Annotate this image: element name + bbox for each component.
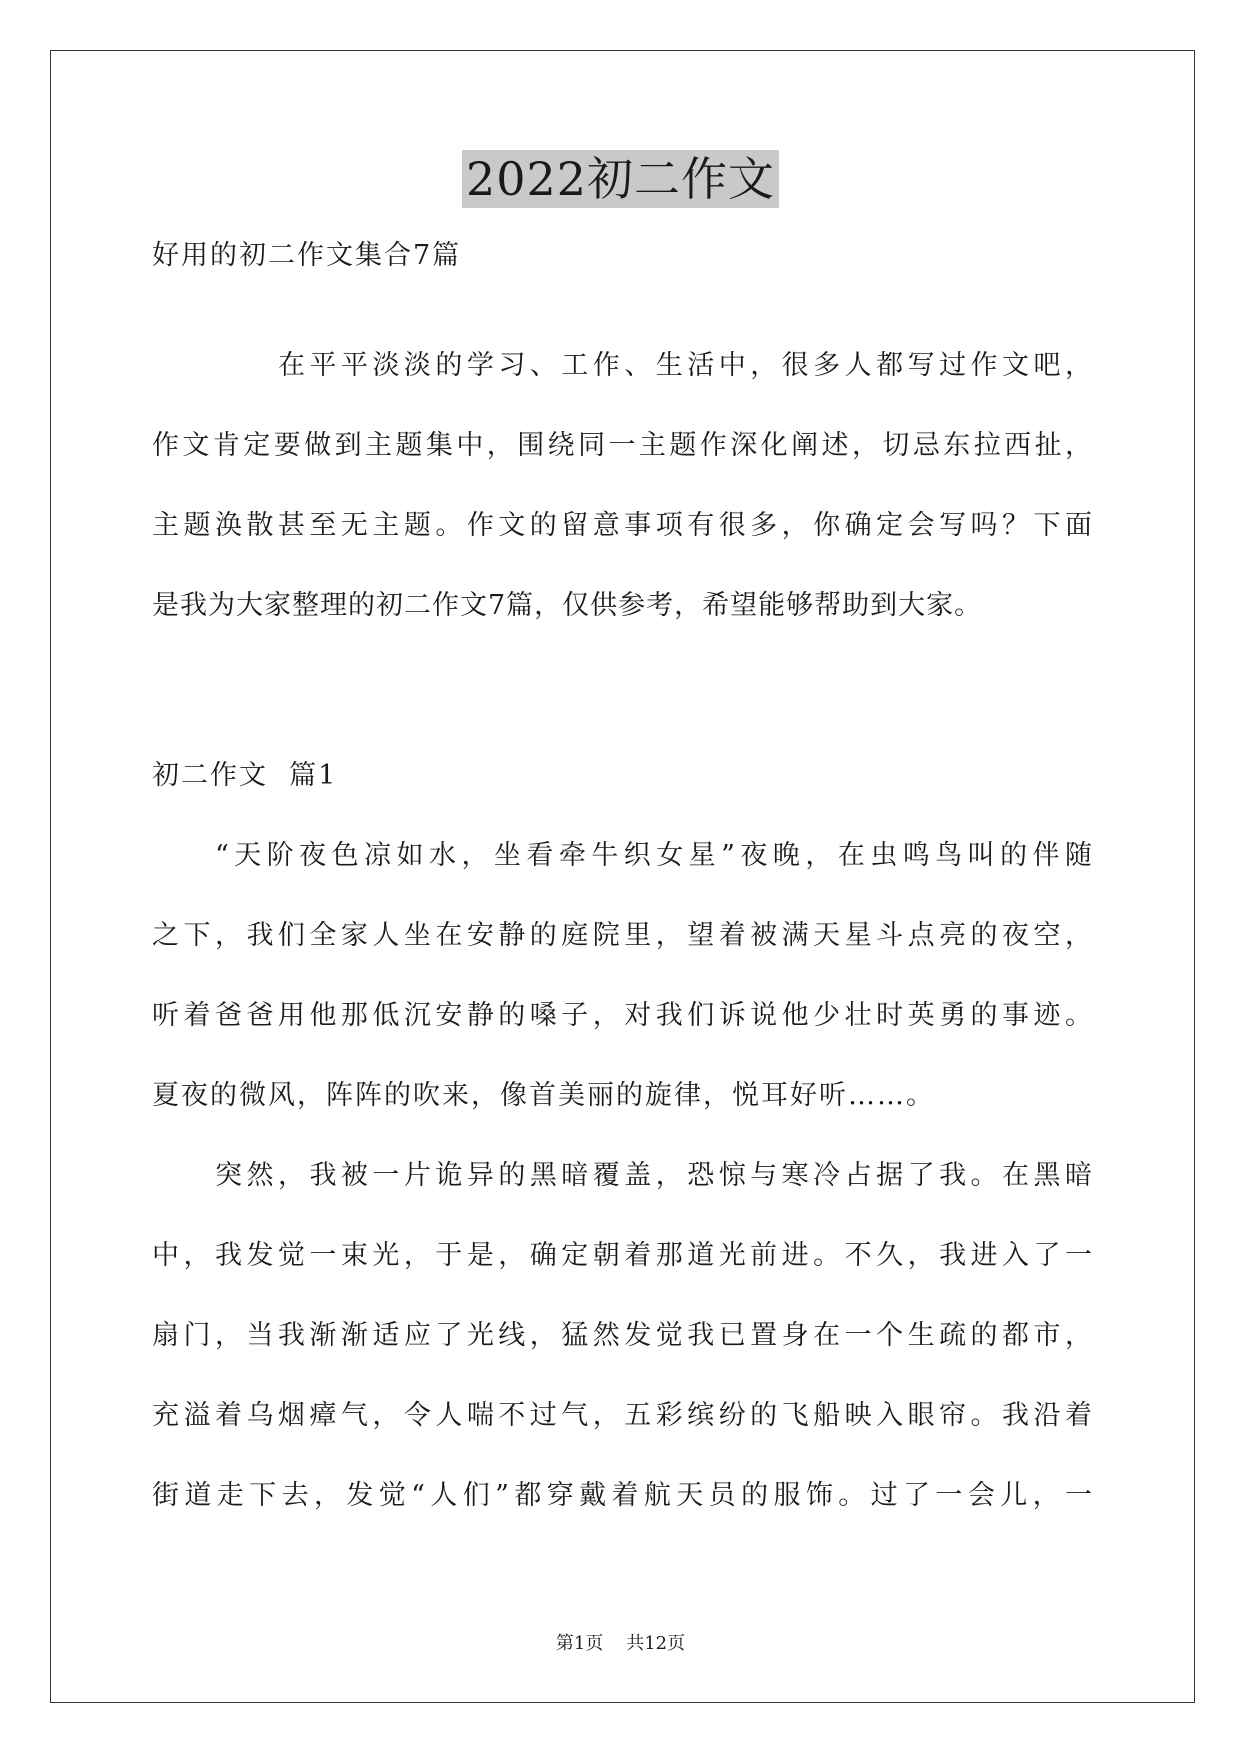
intro-line: 主题涣散甚至无主题。作文的留意事项有很多，你确定会写吗？下面 xyxy=(152,510,1092,541)
paragraph-line: 听着爸爸用他那低沉安静的嗓子，对我们诉说他少壮时英勇的事迹。 xyxy=(152,1000,1092,1031)
title-container xyxy=(0,150,1241,208)
paragraph-line: 充溢着乌烟瘴气，令人喘不过气，五彩缤纷的飞船映入眼帘。我沿着 xyxy=(152,1400,1092,1431)
paragraph-line: 突然，我被一片诡异的黑暗覆盖，恐惊与寒冷占据了我。在黑暗 xyxy=(215,1160,1092,1191)
section-heading: 初二作文 篇1 xyxy=(152,760,338,791)
intro-line: 作文肯定要做到主题集中，围绕同一主题作深化阐述，切忌东拉西扯， xyxy=(152,430,1092,461)
paragraph-line: 夏夜的微风，阵阵的吹来，像首美丽的旋律，悦耳好听……。 xyxy=(152,1080,935,1111)
intro-line: 在平平淡淡的学习、工作、生活中，很多人都写过作文吧， xyxy=(278,350,1092,381)
paragraph-line: 中，我发觉一束光，于是，确定朝着那道光前进。不久，我进入了一 xyxy=(152,1240,1092,1271)
page-footer: 第1页 共12页 xyxy=(555,1633,686,1654)
page-border xyxy=(50,50,1195,1703)
document-subtitle: 好用的初二作文集合7篇 xyxy=(152,240,462,271)
paragraph-line: “天阶夜色凉如水，坐看牵牛织女星”夜晚，在虫鸣鸟叫的伴随 xyxy=(215,840,1092,871)
paragraph-line: 街道走下去，发觉“人们”都穿戴着航天员的服饰。过了一会儿，一 xyxy=(152,1480,1092,1511)
intro-line: 是我为大家整理的初二作文7篇，仅供参考，希望能够帮助到大家。 xyxy=(152,590,983,621)
paragraph-line: 之下，我们全家人坐在安静的庭院里，望着被满天星斗点亮的夜空， xyxy=(152,920,1092,951)
document-title: 2022初二作文 xyxy=(462,150,779,208)
paragraph-line: 扇门，当我渐渐适应了光线，猛然发觉我已置身在一个生疏的都市， xyxy=(152,1320,1092,1351)
